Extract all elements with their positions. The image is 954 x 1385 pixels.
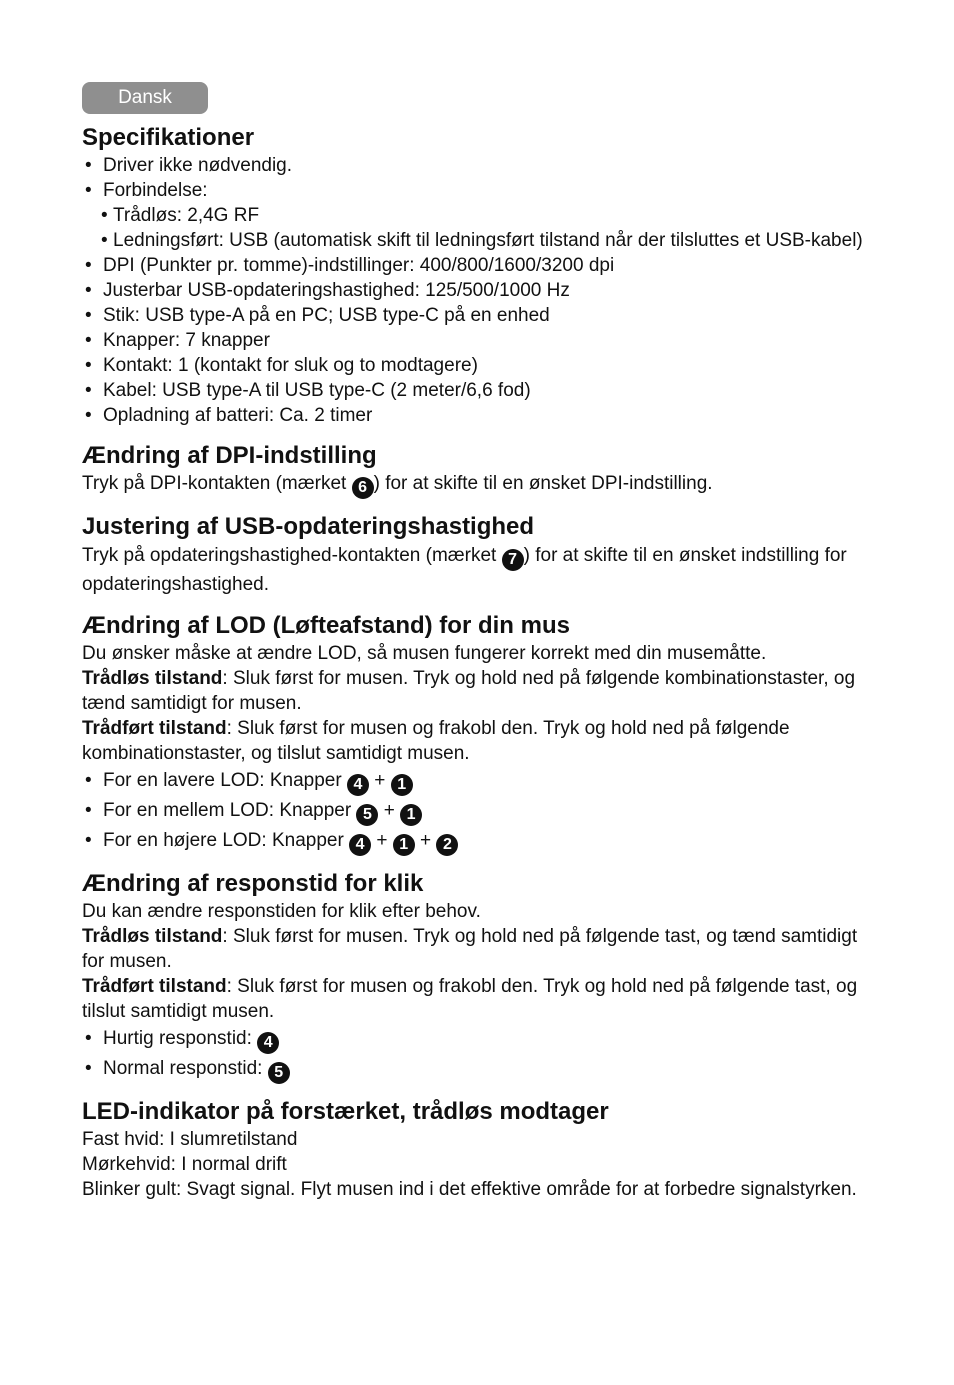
lod-intro: Du ønsker måske at ændre LOD, så musen fungerer korrekt med din musemåtte. bbox=[82, 643, 767, 664]
lod-item-label: For en lavere LOD: Knapper bbox=[103, 770, 347, 791]
number-2-icon: 2 bbox=[436, 834, 458, 856]
response-title: Ændring af responstid for klik bbox=[82, 870, 424, 897]
response-item-label: Normal responstid: bbox=[103, 1058, 268, 1079]
spec-item: • Opladning af batteri: Ca. 2 timer bbox=[82, 403, 882, 428]
number-4-icon: 4 bbox=[347, 774, 369, 796]
list-item bbox=[82, 1024, 882, 1054]
number-6-icon: 6 bbox=[352, 477, 374, 499]
spec-item: • Kontakt: 1 (kontakt for sluk og to modtagere) bbox=[82, 353, 882, 378]
number-4-icon: 4 bbox=[349, 834, 371, 856]
led-title: LED-indikator på forstærket, trådløs modtager bbox=[82, 1098, 609, 1125]
number-1-icon: 1 bbox=[391, 774, 413, 796]
number-5-icon: 5 bbox=[356, 804, 378, 826]
list-item bbox=[82, 826, 882, 856]
number-1-icon: 1 bbox=[393, 834, 415, 856]
number-4-icon: 4 bbox=[257, 1032, 279, 1054]
spec-item: • Justerbar USB-opdateringshastighed: 125/500/1000 Hz bbox=[82, 278, 882, 303]
led-line: Fast hvid: I slumretilstand bbox=[82, 1129, 298, 1150]
led-section bbox=[82, 1097, 882, 1202]
response-wireless-label: Trådløs tilstand bbox=[82, 926, 223, 947]
spec-item: • Forbindelse: bbox=[82, 178, 882, 203]
response-list bbox=[82, 1024, 882, 1084]
spec-subitem: • Trådløs: 2,4G RF bbox=[82, 203, 882, 228]
response-wireless-text: : Sluk først for musen. Tryk og hold ned på følgende tast, og tænd samtidigt for musen. bbox=[82, 926, 858, 972]
spec-item: • Knapper: 7 knapper bbox=[82, 328, 882, 353]
spec-item: • Kabel: USB type-A til USB type-C (2 meter/6,6 fod) bbox=[82, 378, 882, 403]
specs-title: Specifikationer bbox=[82, 124, 255, 151]
usb-text-after: ) for at skifte til en ønsket indstilling for opdateringshastighed. bbox=[82, 545, 847, 595]
usb-section bbox=[82, 512, 882, 598]
plus-sign: + bbox=[376, 830, 388, 851]
lod-title: Ændring af LOD (Løfteafstand) for din mus bbox=[82, 612, 570, 639]
specs-section bbox=[82, 123, 882, 428]
dpi-title: Ændring af DPI-indstilling bbox=[82, 442, 377, 469]
specs-list-continued bbox=[82, 253, 882, 428]
led-line: Mørkehvid: I normal drift bbox=[82, 1154, 287, 1175]
lod-wired-text: : Sluk først for musen og frakobl den. Tryk og hold ned på følgende kombinationstaster, og tilslut samtidigt musen. bbox=[82, 718, 790, 764]
usb-text-before: Tryk på opdateringshastighed-kontakten (mærket bbox=[82, 545, 502, 566]
spec-item: • Driver ikke nødvendig. bbox=[82, 153, 882, 178]
plus-sign: + bbox=[374, 770, 386, 791]
lod-wired-label: Trådført tilstand bbox=[82, 718, 227, 739]
response-wired-text: : Sluk først for musen og frakobl den. Tryk og hold ned på følgende tast, og tilslut samtidigt musen. bbox=[82, 976, 858, 1022]
lod-section bbox=[82, 611, 882, 856]
lod-wireless-text: : Sluk først for musen. Tryk og hold ned på følgende kombinationstaster, og tænd samtidigt for musen. bbox=[82, 668, 856, 714]
dpi-text-after: ) for at skifte til en ønsket DPI-indstilling. bbox=[373, 473, 713, 494]
response-wireless bbox=[82, 924, 882, 974]
lod-item-label: For en mellem LOD: Knapper bbox=[103, 800, 357, 821]
lod-list bbox=[82, 766, 882, 856]
lod-wireless bbox=[82, 666, 882, 716]
spec-subitem: • Ledningsført: USB (automatisk skift til ledningsført tilstand når der tilsluttes et USB-kabel) bbox=[82, 228, 882, 253]
spec-item: • Stik: USB type-A på en PC; USB type-C på en enhed bbox=[82, 303, 882, 328]
lod-wireless-label: Trådløs tilstand bbox=[82, 668, 223, 689]
list-item bbox=[82, 766, 882, 796]
number-1-icon: 1 bbox=[400, 804, 422, 826]
specs-list bbox=[82, 153, 882, 203]
spec-item: • DPI (Punkter pr. tomme)-indstillinger: 400/800/1600/3200 dpi bbox=[82, 253, 882, 278]
dpi-text-before: Tryk på DPI-kontakten (mærket bbox=[82, 473, 352, 494]
response-wired bbox=[82, 974, 882, 1024]
connection-sublist bbox=[82, 203, 882, 253]
list-item bbox=[82, 1054, 882, 1084]
lod-wired bbox=[82, 716, 882, 766]
response-item-label: Hurtig responstid: bbox=[103, 1028, 258, 1049]
response-wired-label: Trådført tilstand bbox=[82, 976, 227, 997]
dpi-text bbox=[82, 471, 882, 499]
number-7-icon: 7 bbox=[502, 549, 524, 571]
plus-sign: + bbox=[383, 800, 395, 821]
dpi-section bbox=[82, 441, 882, 499]
list-item bbox=[82, 796, 882, 826]
lod-item-label: For en højere LOD: Knapper bbox=[103, 830, 350, 851]
number-5-icon: 5 bbox=[268, 1062, 290, 1084]
response-section bbox=[82, 869, 882, 1084]
led-line: Blinker gult: Svagt signal. Flyt musen ind i det effektive område for at forbedre signalstyrken. bbox=[82, 1179, 857, 1200]
language-tab: Dansk bbox=[82, 82, 208, 114]
plus-sign: + bbox=[420, 830, 432, 851]
response-intro: Du kan ændre responstiden for klik efter behov. bbox=[82, 901, 481, 922]
usb-text bbox=[82, 542, 882, 598]
manual-page bbox=[82, 82, 882, 1202]
usb-title: Justering af USB-opdateringshastighed bbox=[82, 513, 535, 540]
